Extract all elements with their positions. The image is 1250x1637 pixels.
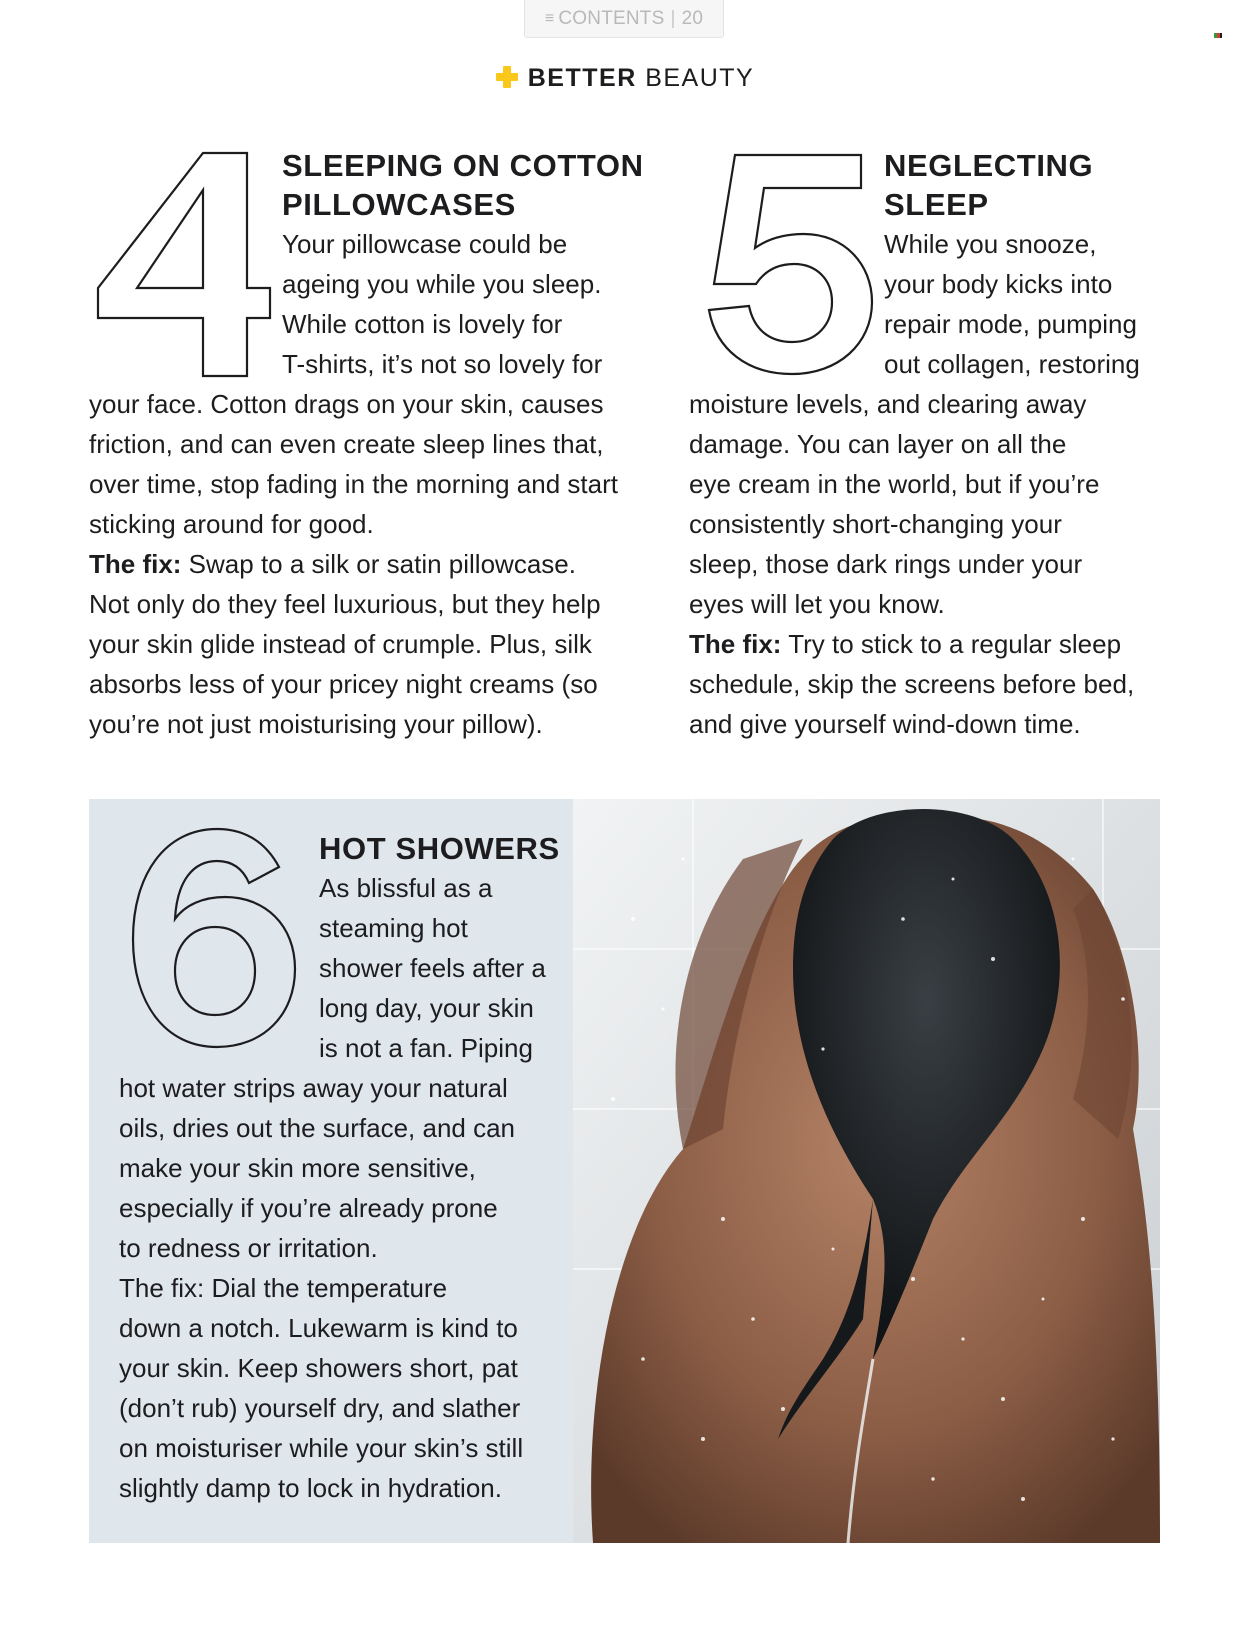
fix-label: The fix:	[89, 549, 182, 579]
fix-line: your skin glide instead of crumple. Plus, silk	[89, 629, 592, 659]
menu-icon: ≡	[544, 9, 555, 27]
tip-6	[119, 829, 599, 1508]
divider: |	[670, 7, 676, 29]
tip-body-line: consistently short-changing your	[689, 509, 1062, 539]
fix-text: Dial the temperature	[204, 1273, 448, 1303]
plus-icon	[496, 66, 518, 88]
tip-body-line: hot water strips away your natural	[119, 1073, 508, 1103]
tip-body-line: friction, and can even create sleep lines that,	[89, 429, 604, 459]
tip-4	[89, 146, 669, 744]
fix-line	[119, 1268, 599, 1308]
tip-body-line: your body kicks into	[884, 269, 1113, 299]
fix-line: and give yourself wind-down time.	[689, 709, 1081, 739]
tip-title-line: PILLOWCASES	[282, 187, 516, 222]
shower-photo	[573, 799, 1160, 1543]
section-header	[0, 64, 1250, 93]
tip-body-line: long day, your skin	[319, 993, 534, 1023]
tip-body-line: damage. You can layer on all the	[689, 429, 1067, 459]
tip-body-line: eye cream in the world, but if you’re	[689, 469, 1100, 499]
fix-line: absorbs less of your pricey night creams (so	[89, 669, 598, 699]
page-number: 20	[681, 7, 704, 29]
fix-label: The fix:	[119, 1273, 205, 1303]
corner-mark	[1214, 33, 1222, 38]
tip-body-line: While cotton is lovely for	[282, 309, 563, 339]
fix-line: Not only do they feel luxurious, but they help	[89, 589, 601, 619]
tip-body-line: ageing you while you sleep.	[282, 269, 602, 299]
fix-text: Swap to a silk or satin pillowcase.	[181, 549, 576, 579]
tip-body-line: As blissful as a	[319, 873, 493, 903]
tip-body-line: While you snooze,	[884, 229, 1097, 259]
fix-line: schedule, skip the screens before bed,	[689, 669, 1135, 699]
tip-body-line: especially if you’re already prone	[119, 1193, 498, 1223]
tip-6-panel	[89, 799, 1160, 1543]
tip-body-line: to redness or irritation.	[119, 1233, 378, 1263]
fix-label: The fix:	[689, 629, 782, 659]
fix-text: Try to stick to a regular sleep	[781, 629, 1122, 659]
section-label-bold: BETTER	[527, 64, 637, 92]
tip-body-line: eyes will let you know.	[689, 589, 945, 619]
tip-title	[282, 146, 669, 224]
section-label-regular: BEAUTY	[645, 64, 755, 92]
fix-line: down a notch. Lukewarm is kind to	[119, 1313, 518, 1343]
tip-body-line: shower feels after a	[319, 953, 546, 983]
tip-title-line: NEGLECTING	[884, 148, 1094, 183]
tip-title	[884, 146, 1189, 224]
tip-body-line: moisture levels, and clearing away	[689, 389, 1087, 419]
tip-body-line: is not a fan. Piping	[319, 1033, 533, 1063]
fix-line: (don’t rub) yourself dry, and slather	[119, 1393, 521, 1423]
tip-body-line: make your skin more sensitive,	[119, 1153, 476, 1183]
fix-line: you’re not just moisturising your pillow).	[89, 709, 543, 739]
tip-body-line: Your pillowcase could be	[282, 229, 568, 259]
fix-line	[89, 544, 669, 584]
tip-body-line: sticking around for good.	[89, 509, 374, 539]
tip-title-line: SLEEP	[884, 187, 989, 222]
tip-body-line: oils, dries out the surface, and can	[119, 1113, 516, 1143]
tip-body-line: repair mode, pumping	[884, 309, 1137, 339]
fix-line: your skin. Keep showers short, pat	[119, 1353, 518, 1383]
fix-line: on moisturiser while your skin’s still	[119, 1433, 524, 1463]
tip-body-line: T-shirts, it’s not so lovely for	[282, 349, 603, 379]
tip-body-line: over time, stop fading in the morning and start	[89, 469, 618, 499]
contents-label: CONTENTS	[558, 7, 665, 29]
tip-body-line: steaming hot	[319, 913, 468, 943]
tip-body-line: out collagen, restoring	[884, 349, 1140, 379]
tip-5	[689, 146, 1189, 744]
tip-body-line: sleep, those dark rings under your	[689, 549, 1083, 579]
tip-title-line: SLEEPING ON COTTON	[282, 148, 644, 183]
tip-title: HOT SHOWERS	[319, 831, 560, 866]
fix-line	[689, 624, 1189, 664]
fix-line: slightly damp to lock in hydration.	[119, 1473, 502, 1503]
tip-body-line: your face. Cotton drags on your skin, causes	[89, 389, 604, 419]
contents-tab[interactable]	[524, 0, 724, 38]
